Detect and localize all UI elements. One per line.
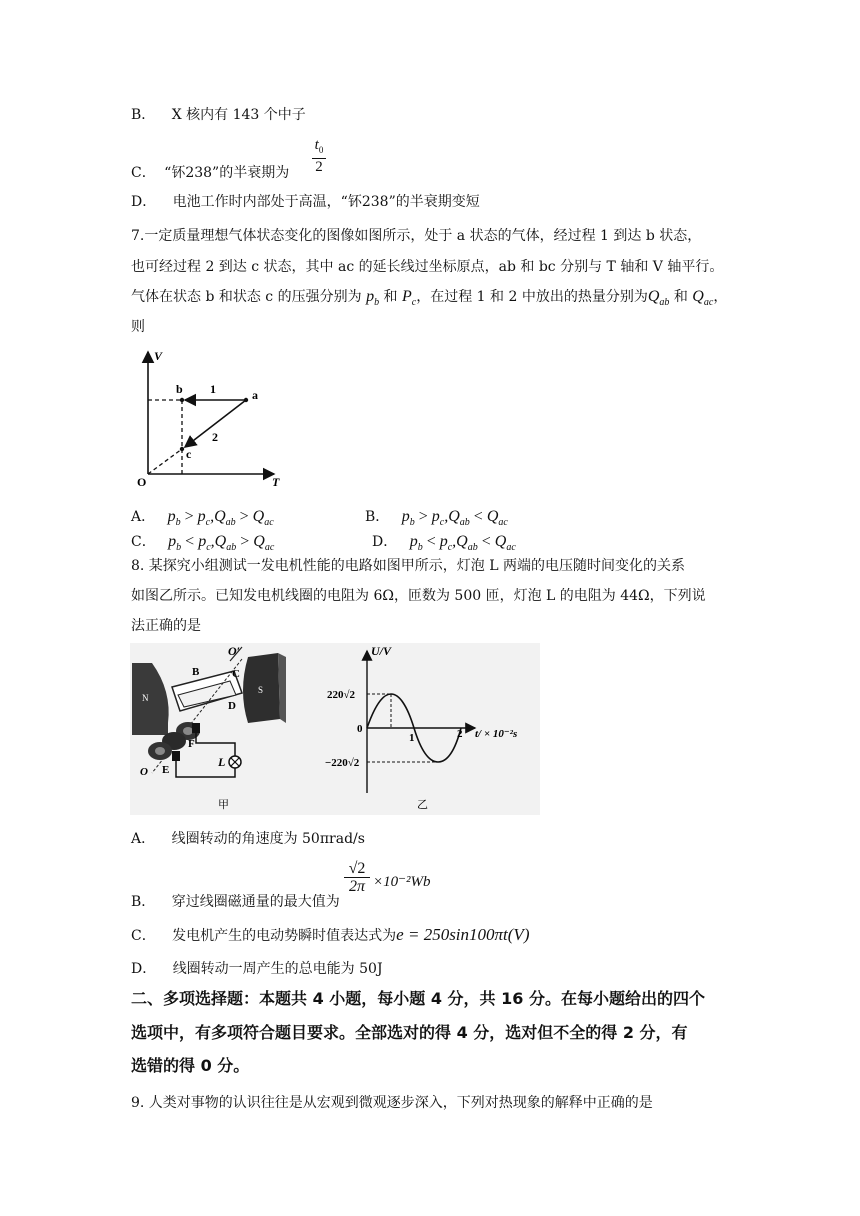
svg-text:E: E xyxy=(162,764,170,776)
svg-text:U/V: U/V xyxy=(371,644,392,658)
t-axis-label: T xyxy=(272,475,280,488)
svg-text:乙: 乙 xyxy=(417,799,428,811)
q7-stem-line1: 7.一定质量理想气体状态变化的图像如图所示，处于 a 状态的气体，经过程 1 到达 b 状态， xyxy=(131,228,702,244)
svg-text:−220√2: −220√2 xyxy=(325,757,360,769)
q6-option-b: B． X 核内有 143 个中子 xyxy=(131,107,306,123)
q7-stem-line2: 也可经过程 2 到达 c 状态，其中 ac 的延长线过坐标原点，ab 和 bc 分别与 T 轴和 V 轴平行。 xyxy=(131,259,724,275)
svg-text:C: C xyxy=(232,668,240,680)
q8-option-b: B． 穿过线圈磁通量的最大值为 xyxy=(131,894,340,910)
svg-text:B: B xyxy=(192,666,200,678)
q7-option-b: B． $p_b > p_c,Q_{ab} < Q_{ac}$ xyxy=(365,508,508,529)
q8-fig-yi xyxy=(325,643,540,815)
svg-text:a: a xyxy=(252,388,258,402)
origin-label: O xyxy=(137,475,147,488)
q8-stem-line3: 法正确的是 xyxy=(131,618,201,634)
q8-fig-jia xyxy=(130,643,325,815)
q7-vt-graph xyxy=(134,346,284,488)
section2-line1: 二、多项选择题：本题共 4 小题，每小题 4 分，共 16 分。在每小题给出的四个 xyxy=(131,989,705,1008)
q7-option-a: A． $p_b > p_c,Q_{ab} > Q_{ac}$ xyxy=(131,508,274,529)
svg-text:L: L xyxy=(218,755,226,769)
v-axis-label: V xyxy=(154,349,163,363)
point-a xyxy=(244,398,248,402)
q6-option-d: D． 电池工作时内部处于高温，“钚238”的半衰期变短 xyxy=(131,194,480,210)
q8-stem-line1: 8. 某探究小组测试一发电机性能的电路如图甲所示，灯泡 L 两端的电压随时间变化的关系 xyxy=(131,558,686,574)
q8-b-tail: ×10⁻²Wb xyxy=(373,874,431,890)
q8-stem-line2: 如图乙所示。已知发电机线圈的电阻为 6Ω，匝数为 500 匝，灯泡 L 的电阻为 44Ω，下列说 xyxy=(131,588,706,604)
svg-text:O′: O′ xyxy=(228,644,241,658)
svg-text:2: 2 xyxy=(457,728,463,740)
svg-text:S: S xyxy=(258,685,264,695)
q7-option-d: D． $p_b < p_c,Q_{ab} < Q_{ac}$ xyxy=(372,533,516,554)
q8-b-fraction: $\frac{√2}{2\pi}$ xyxy=(344,860,370,896)
q8-option-c: C． 发电机产生的电动势瞬时值表达式为e = 250sin100πt(V) xyxy=(131,925,530,944)
point-c xyxy=(180,447,184,451)
q6-c-fraction: $\frac{t_0}{2}$ xyxy=(312,138,326,175)
svg-text:b: b xyxy=(176,382,183,396)
q8-option-a: A． 线圈转动的角速度为 50πrad/s xyxy=(131,831,365,847)
svg-text:F: F xyxy=(188,738,195,750)
svg-text:N: N xyxy=(142,693,149,703)
svg-text:t/ × 10⁻²s: t/ × 10⁻²s xyxy=(475,728,518,740)
section2-line2: 选项中，有多项符合题目要求。全部选对的得 4 分，选对但不全的得 2 分，有 xyxy=(131,1023,688,1042)
svg-text:220√2: 220√2 xyxy=(327,689,356,701)
svg-text:O: O xyxy=(140,766,148,778)
svg-text:0: 0 xyxy=(357,723,363,735)
svg-text:1: 1 xyxy=(409,732,415,744)
svg-text:甲: 甲 xyxy=(218,799,229,811)
q8-option-d: D． 线圈转动一周产生的总电能为 50J xyxy=(131,961,383,977)
q6-option-c: C． “钚238”的半衰期为 xyxy=(131,165,290,181)
q9-stem-line1: 9. 人类对事物的认识往往是从宏观到微观逐步深入，下列对热现象的解释中正确的是 xyxy=(131,1095,653,1111)
svg-text:c: c xyxy=(186,447,192,461)
q7-stem-line3: 气体在状态 b 和状态 c 的压强分别为 $p_b$ 和 $P_c$，在过程 1 和 2 中放出的热量分别为$Q_{ab}$ 和 $Q_{ac}$， xyxy=(131,288,728,309)
svg-text:2: 2 xyxy=(212,430,218,444)
q7-stem-line4: 则 xyxy=(131,319,145,335)
section2-line3: 选错的得 0 分。 xyxy=(131,1056,250,1075)
point-b xyxy=(180,398,184,402)
svg-text:D: D xyxy=(228,700,236,712)
svg-text:1: 1 xyxy=(210,382,216,396)
q7-option-c: C． $p_b < p_c,Q_{ab} > Q_{ac}$ xyxy=(131,533,275,554)
